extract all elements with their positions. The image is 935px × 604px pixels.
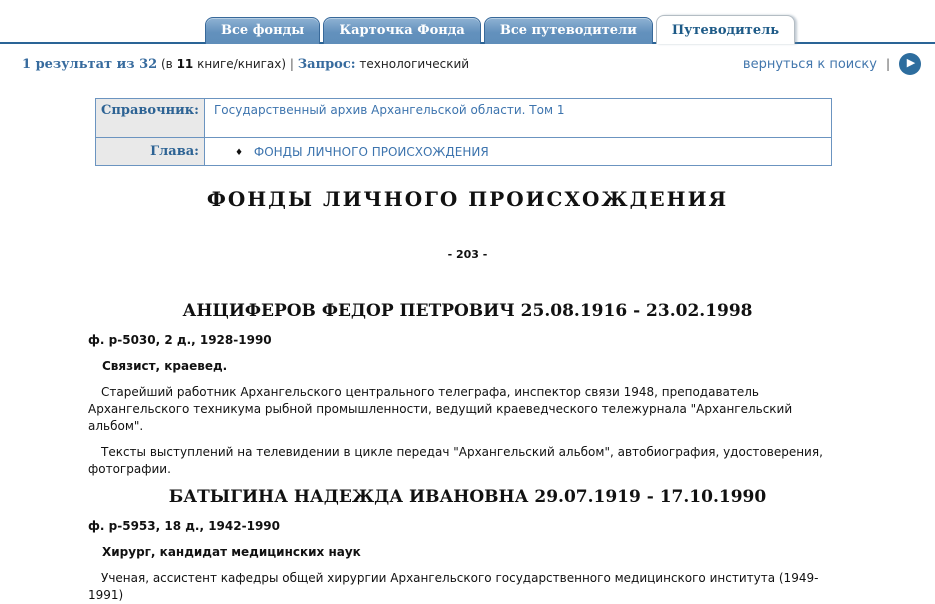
- entry-paragraph: Старейший работник Архангельского центрального телеграфа, инспектор связи 1948, преподаватель Архангельского техникума рыбной промышленности, ведущий краеведческого тележурнала "Архангельский альбом".: [88, 385, 793, 433]
- reference-label: Справочник:: [96, 99, 205, 138]
- tab-label: Путеводитель: [671, 23, 780, 38]
- tab-label: Карточка Фонда: [339, 23, 465, 38]
- entry-body: [88, 518, 840, 604]
- results-count: 1 результат из 32: [22, 56, 158, 72]
- forward-arrow-icon: ▶: [906, 57, 916, 69]
- chapter-cell: [204, 138, 831, 166]
- tab-bar: [0, 0, 935, 44]
- occupation-line: Связист, краевед.: [102, 359, 228, 373]
- entry-paragraph: Тексты выступлений на телевидении в цикле передач "Архангельский альбом", автобиография, удостоверения, фотографии.: [88, 445, 823, 476]
- guide-content: [0, 187, 935, 604]
- back-separator: |: [885, 57, 890, 71]
- table-row: [96, 99, 832, 138]
- back-to-search-area: [743, 53, 927, 75]
- table-row: [96, 138, 832, 166]
- back-to-search-link[interactable]: вернуться к поиску: [742, 56, 877, 72]
- bullet-diamond-icon: ♦: [234, 147, 244, 158]
- reference-cell: [204, 99, 831, 138]
- fund-reference: ф. р-5953, 18 д., 1942-1990: [88, 519, 280, 533]
- query-label: Запрос:: [297, 56, 356, 72]
- separator: |: [289, 56, 294, 71]
- tab-guide[interactable]: [656, 15, 795, 44]
- entry-heading: БАТЫГИНА НАДЕЖДА ИВАНОВНА 29.07.1919 - 17.10.1990: [168, 487, 767, 507]
- entry-heading: АНЦИФЕРОВ ФЕДОР ПЕТРОВИЧ 25.08.1916 - 23.02.1998: [182, 301, 753, 321]
- tab-fund-card[interactable]: [323, 17, 481, 44]
- tab-all-funds[interactable]: [205, 17, 320, 44]
- occupation-line: Хирург, кандидат медицинских наук: [102, 545, 361, 559]
- section-heading: ФОНДЫ ЛИЧНОГО ПРОИСХОЖДЕНИЯ: [206, 187, 729, 211]
- results-bar: [0, 44, 935, 81]
- tab-all-guides[interactable]: [484, 17, 653, 44]
- tab-label: Все путеводители: [499, 23, 637, 38]
- in-books-prefix: (в: [160, 56, 173, 71]
- fund-reference: ф. р-5030, 2 д., 1928-1990: [88, 333, 272, 347]
- page-number: - 203 -: [447, 248, 488, 261]
- chapter-link[interactable]: ФОНДЫ ЛИЧНОГО ПРОИСХОЖДЕНИЯ: [253, 144, 489, 159]
- forward-button[interactable]: [899, 53, 921, 75]
- fund-entry: [0, 487, 935, 604]
- books-count: 11: [176, 56, 194, 71]
- entry-paragraph: Ученая, ассистент кафедры общей хирургии Архангельского государственного медицинского института (1949-1991): [88, 571, 819, 602]
- reference-link[interactable]: Государственный архив Архангельской области. Том 1: [213, 103, 565, 117]
- chapter-label: Глава:: [96, 138, 205, 166]
- fund-entry: [0, 301, 935, 478]
- query-value: технологический: [359, 56, 470, 71]
- tab-label: Все фонды: [221, 23, 305, 38]
- entry-body: [88, 332, 840, 478]
- results-summary: [22, 57, 469, 72]
- in-books-suffix: книге/книгах): [197, 56, 287, 71]
- reference-table: [95, 98, 832, 166]
